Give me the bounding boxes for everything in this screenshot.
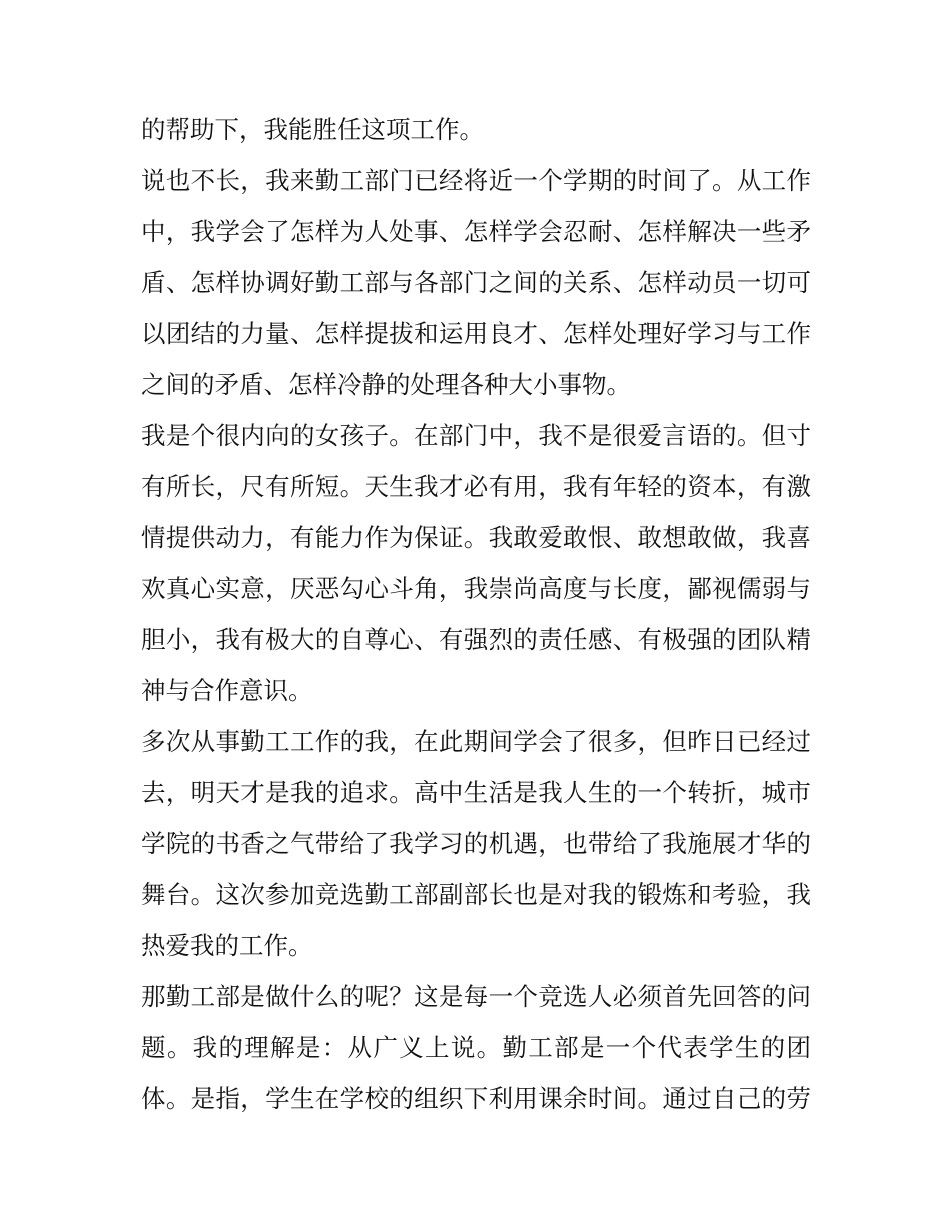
text-line: 舞台。这次参加竞选勤工部副部长也是对我的锻炼和考验，我 — [141, 880, 811, 909]
text-line: 欢真心实意，厌恶勾心斗角，我崇尚高度与长度，鄙视儒弱与 — [141, 574, 811, 603]
text-line: 学院的书香之气带给了我学习的机遇，也带给了我施展才华的 — [141, 829, 811, 858]
text-line: 之间的矛盾、怎样冷静的处理各种大小事物。 — [141, 370, 631, 399]
text-line: 情提供动力，有能力作为保证。我敢爱敢恨、敢想敢做，我喜 — [141, 523, 811, 552]
text-line: 的帮助下，我能胜任这项工作。 — [141, 115, 484, 144]
text-line: 多次从事勤工工作的我，在此期间学会了很多，但昨日已经过 — [141, 727, 811, 756]
text-line: 热爱我的工作。 — [141, 931, 313, 960]
text-line: 体。是指，学生在学校的组织下利用课余时间。通过自己的劳 — [141, 1084, 811, 1113]
text-line: 胆小，我有极大的自尊心、有强烈的责任感、有极强的团队精 — [141, 625, 811, 654]
text-line: 去，明天才是我的追求。高中生活是我人生的一个转折，城市 — [141, 778, 811, 807]
text-line: 题。我的理解是：从广义上说。勤工部是一个代表学生的团 — [141, 1033, 811, 1062]
text-line: 我是个很内向的女孩子。在部门中，我不是很爱言语的。但寸 — [141, 421, 811, 450]
text-line: 有所长，尺有所短。天生我才必有用，我有年轻的资本，有激 — [141, 472, 811, 501]
text-line: 盾、怎样协调好勤工部与各部门之间的关系、怎样动员一切可 — [141, 268, 811, 297]
text-line: 中，我学会了怎样为人处事、怎样学会忍耐、怎样解决一些矛 — [141, 217, 811, 246]
document-body — [141, 104, 811, 1124]
text-line: 那勤工部是做什么的呢？这是每一个竞选人必须首先回答的问 — [141, 982, 811, 1011]
text-line: 说也不长，我来勤工部门已经将近一个学期的时间了。从工作 — [141, 166, 811, 195]
text-line: 以团结的力量、怎样提拔和运用良才、怎样处理好学习与工作 — [141, 319, 811, 348]
text-line: 神与合作意识。 — [141, 676, 313, 705]
